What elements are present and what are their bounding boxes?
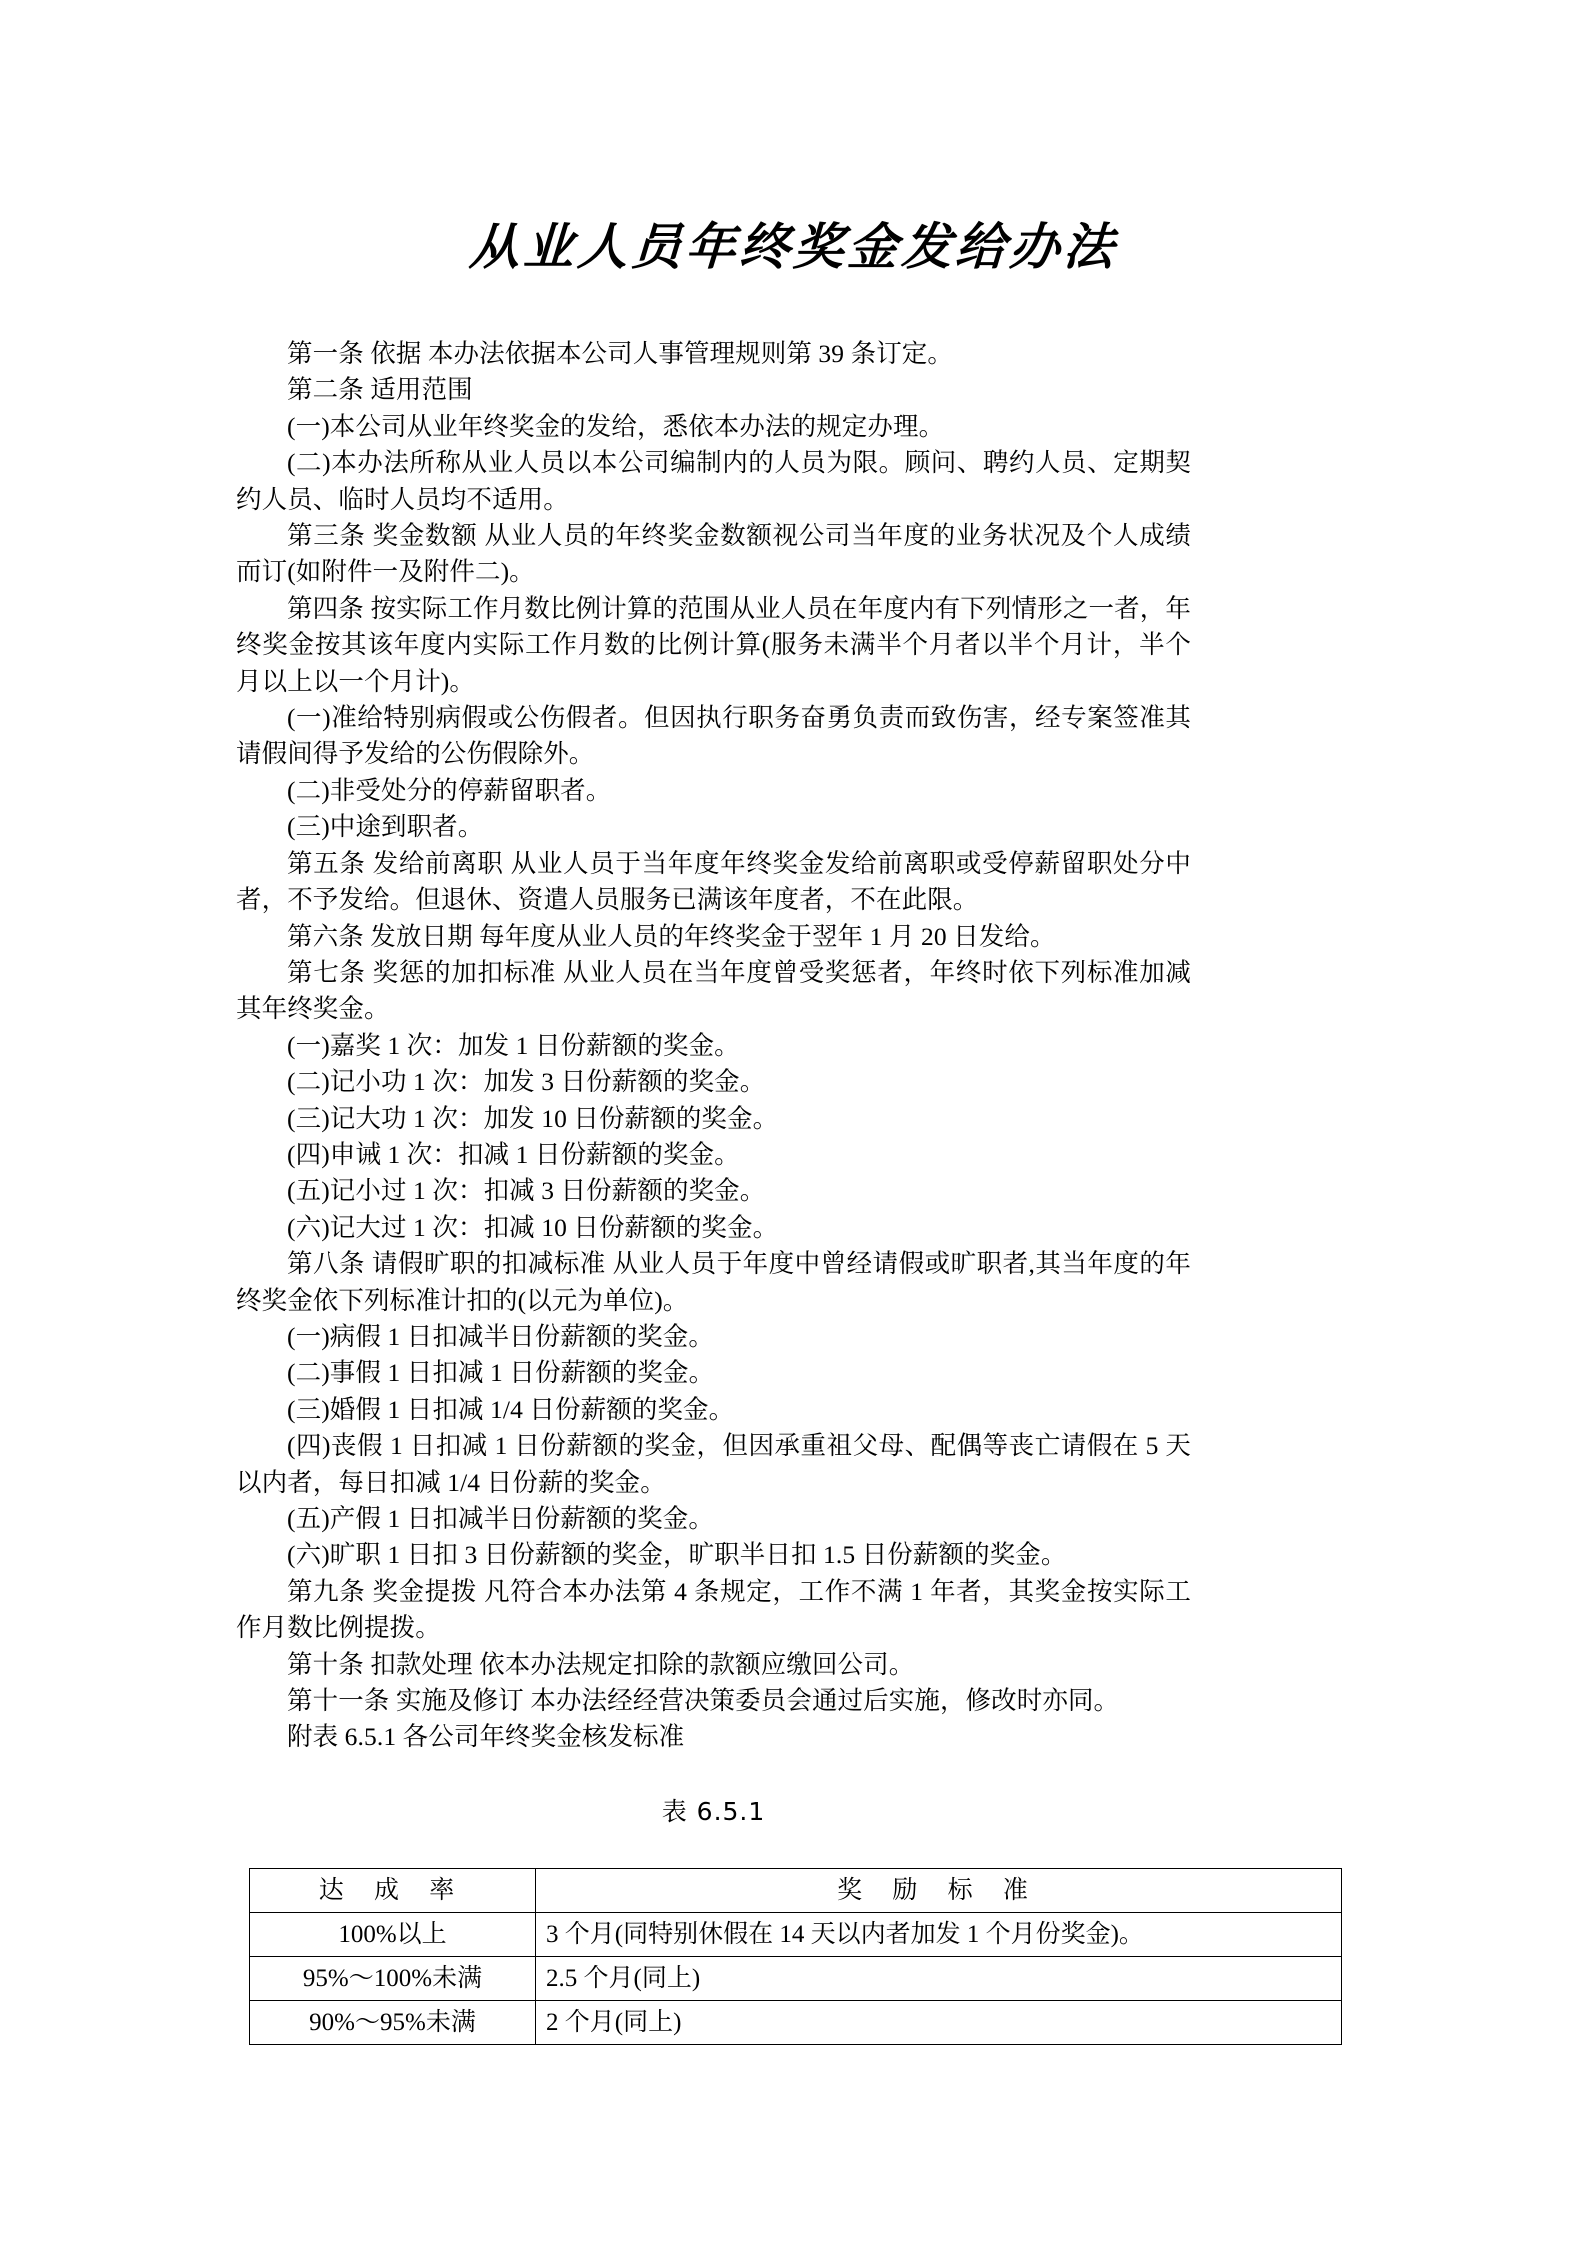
paragraph: 第八条 请假旷职的扣减标准 从业人员于年度中曾经请假或旷职者,其当年度的年终奖金依下列标准计扣的(以元为单位)。 [236,1249,1191,1315]
table-header-standard-label: 奖 励 标 准 [837,1876,1040,1904]
paragraph: (一)病假 1 日扣减半日份薪额的奖金。 [287,1321,714,1351]
table-row [250,2001,1342,2045]
paragraph: (三)记大功 1 次：加发 10 日份薪额的奖金。 [287,1103,779,1133]
table-cell-rate [250,1957,536,2001]
paragraph: 第十条 扣款处理 依本办法规定扣除的款额应缴回公司。 [287,1649,915,1679]
paragraph: (二)本办法所称从业人员以本公司编制内的人员为限。顾问、聘约人员、定期契约人员、临时人员均不适用。 [236,448,1191,514]
paragraph: 第九条 奖金提拨 凡符合本办法第 4 条规定，工作不满 1 年者，其奖金按实际工作月数比例提拨。 [236,1576,1191,1643]
table-row [250,1913,1342,1957]
table-header-cell-standard [536,1869,1342,1913]
table-caption: 表 6.5.1 [661,1797,766,1826]
paragraph: (一)嘉奖 1 次：加发 1 日份薪额的奖金。 [287,1030,740,1060]
bonus-standard-table [249,1868,1342,2045]
table-header-row [250,1869,1342,1913]
paragraph: 第二条 适用范围 [287,375,473,405]
paragraph: (六)记大过 1 次：扣减 10 日份薪额的奖金。 [287,1212,779,1242]
paragraph: 第五条 发给前离职 从业人员于当年度年终奖金发给前离职或受停薪留职处分中者，不予发给。但退休、资遣人员服务已满该年度者，不在此限。 [236,848,1191,915]
table-header-rate-label: 达 成 率 [318,1876,467,1904]
paragraph: (三)中途到职者。 [287,812,484,842]
paragraph: (一)本公司从业年终奖金的发给，悉依本办法的规定办理。 [287,411,945,441]
table-row [250,1957,1342,2001]
rate-value: 100%以上 [338,1920,447,1948]
paragraph: 第一条 依据 本办法依据本公司人事管理规则第 39 条订定。 [287,339,954,368]
paragraph: (四)申诫 1 次：扣减 1 日份薪额的奖金。 [287,1139,740,1169]
table-cell-rate [250,2001,536,2045]
paragraph: 第十一条 实施及修订 本办法经经营决策委员会通过后实施，修改时亦同。 [287,1686,1120,1716]
table-cell-standard [536,1913,1342,1957]
paragraph: 附表 6.5.1 各公司年终奖金核发标准 [287,1722,685,1752]
table-cell-standard [536,2001,1342,2045]
standard-value: 2.5 个月(同上) [546,1964,701,1992]
paragraph: (三)婚假 1 日扣减 1/4 日份薪额的奖金。 [287,1394,735,1424]
table-header-cell-rate [250,1869,536,1913]
document-body [236,336,1191,1756]
paragraph: (二)记小功 1 次：加发 3 日份薪额的奖金。 [287,1067,766,1097]
rate-value: 90%～95%未满 [309,2008,476,2036]
paragraph: (五)产假 1 日扣减半日份薪额的奖金。 [287,1504,714,1533]
paragraph: (一)准给特别病假或公伤假者。但因执行职务奋勇负责而致伤害，经专案签准其请假间得予发给的公伤假除外。 [236,703,1191,769]
document-title: 从业人员年终奖金发给办法 [467,216,1120,276]
paragraph: (六)旷职 1 日扣 3 日份薪额的奖金，旷职半日扣 1.5 日份薪额的奖金。 [287,1540,1067,1570]
paragraph: 第六条 发放日期 每年度从业人员的年终奖金于翌年 1 月 20 日发给。 [287,921,1056,951]
paragraph: 第三条 奖金数额 从业人员的年终奖金数额视公司当年度的业务状况及个人成绩而订(如附件一及附件二)。 [236,521,1191,587]
paragraph: (五)记小过 1 次：扣减 3 日份薪额的奖金。 [287,1176,766,1206]
table-cell-rate [250,1913,536,1957]
paragraph: (二)非受处分的停薪留职者。 [287,775,612,805]
paragraph: (二)事假 1 日扣减 1 日份薪额的奖金。 [287,1358,715,1388]
paragraph: 第七条 奖惩的加扣标准 从业人员在当年度曾受奖惩者，年终时依下列标准加减其年终奖金。 [236,957,1191,1024]
standard-value: 2 个月(同上) [546,2008,682,2036]
rate-value: 95%～100%未满 [302,1964,483,1992]
standard-value: 3 个月(同特别休假在 14 天以内者加发 1 个月份奖金)。 [546,1920,1144,1948]
table-cell-standard [536,1957,1342,2001]
paragraph: 第四条 按实际工作月数比例计算的范围从业人员在年度内有下列情形之一者，年终奖金按其该年度内实际工作月数的比例计算(服务未满半个月者以半个月计，半个月以上以一个月计)。 [236,593,1191,696]
paragraph: (四)丧假 1 日扣减 1 日份薪额的奖金，但因承重祖父母、配偶等丧亡请假在 5 天以内者，每日扣减 1/4 日份薪的奖金。 [236,1431,1191,1497]
